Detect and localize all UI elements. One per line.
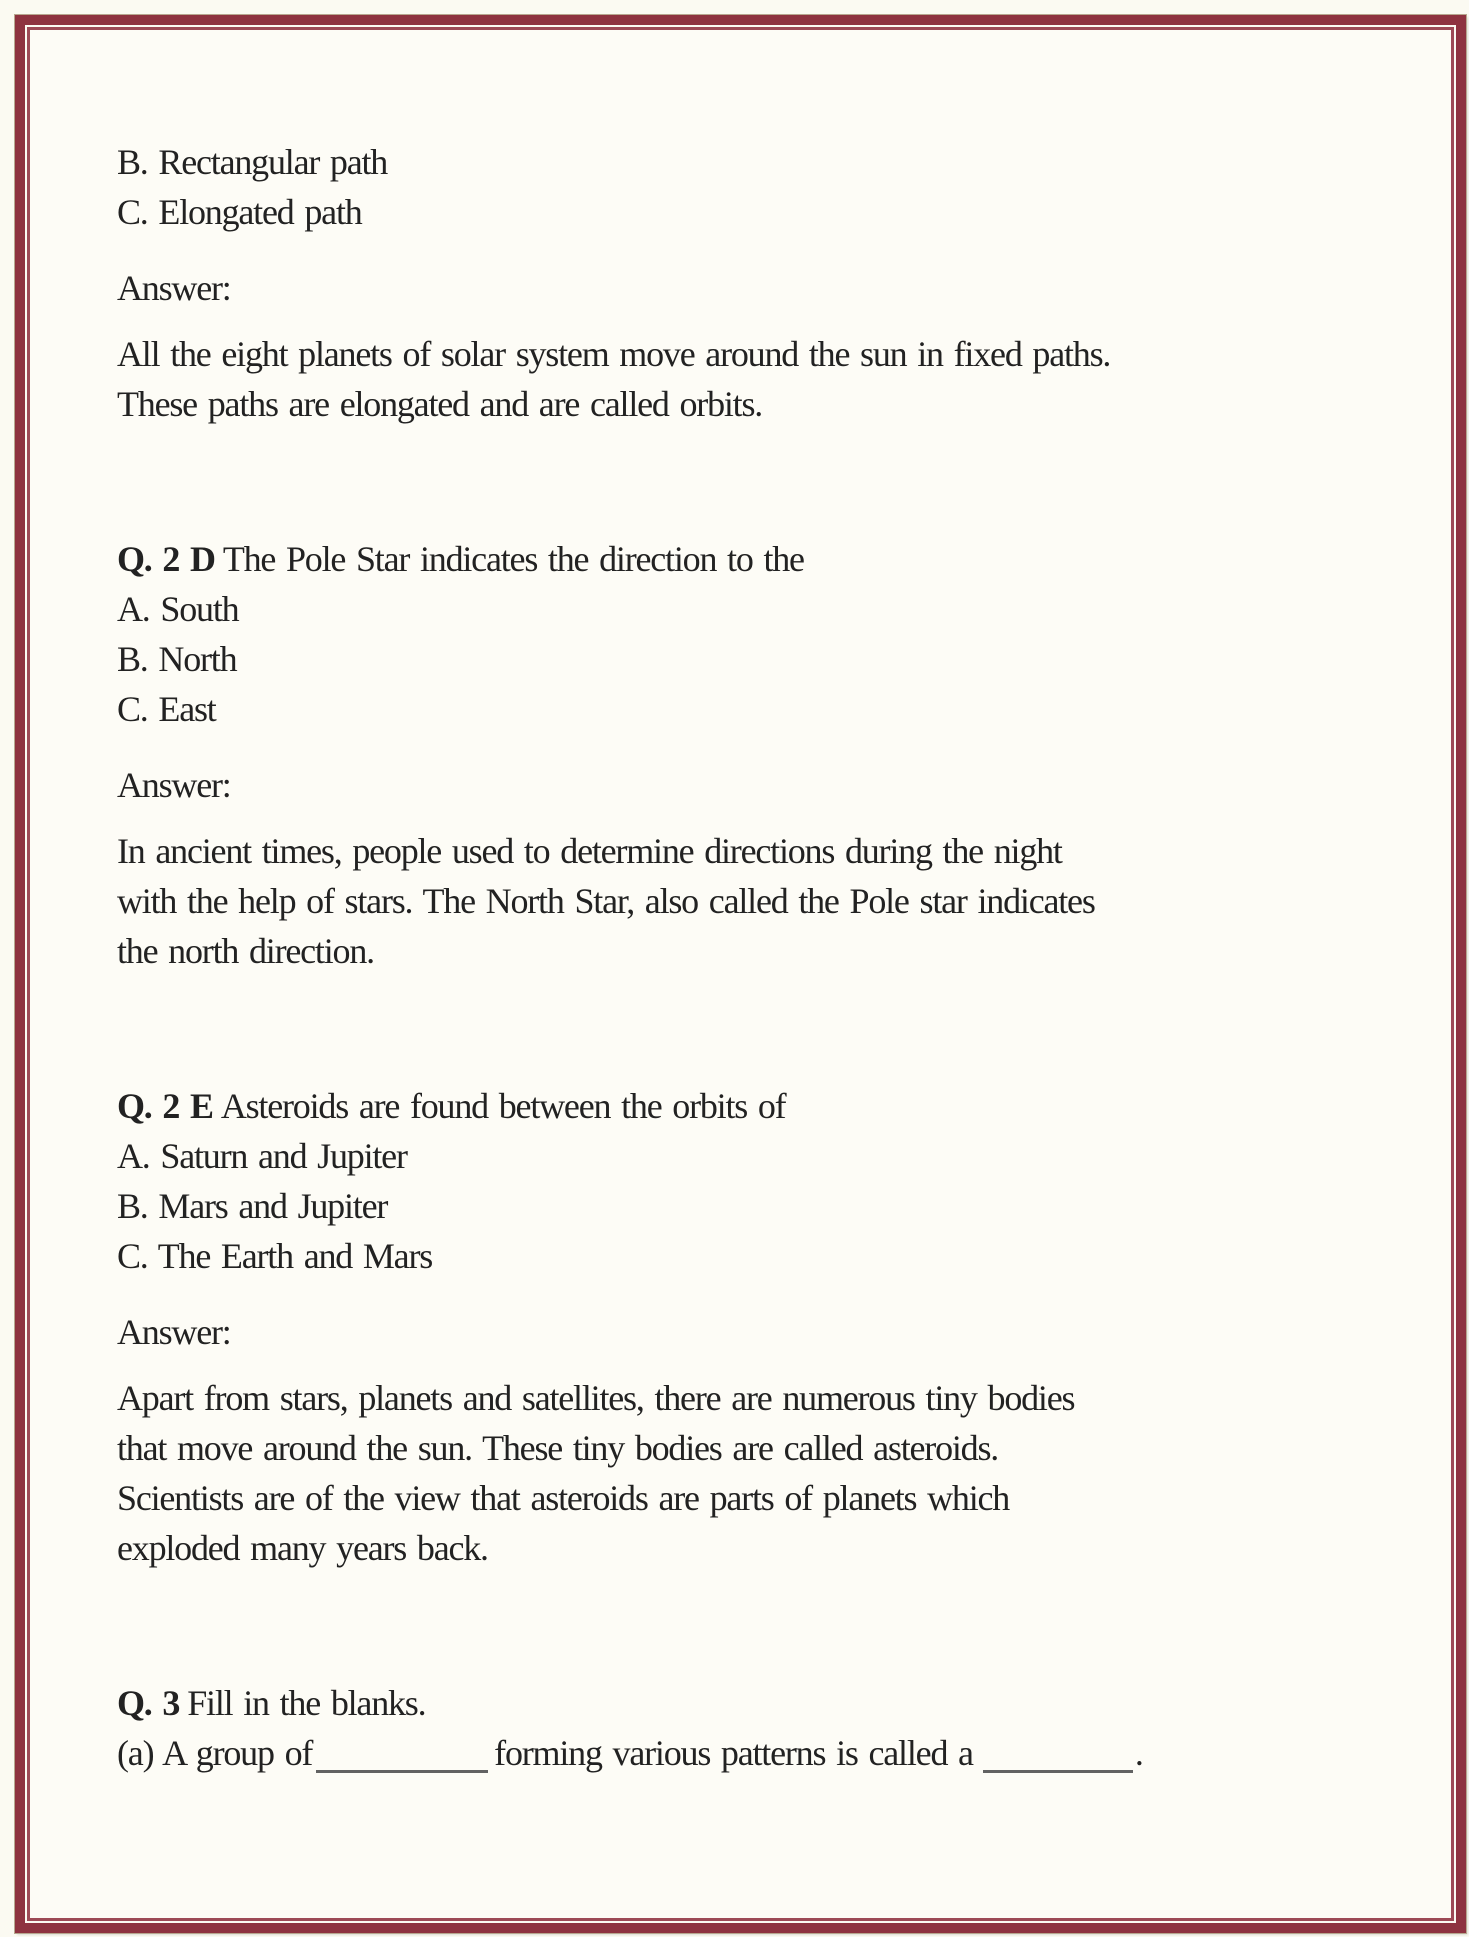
blank-underline — [983, 1768, 1133, 1773]
question-text: The Pole Star indicates the direction to the — [222, 539, 804, 579]
question-heading — [117, 534, 1408, 584]
option-c: C. Elongated path — [117, 192, 362, 232]
question-text: Asteroids are found between the orbits of — [220, 1086, 786, 1126]
answer-line: Apart from stars, planets and satellites, there are numerous tiny bodies — [117, 1378, 1075, 1418]
answer-line: All the eight planets of solar system move around the sun in fixed paths. — [117, 334, 1111, 374]
q2c-options — [117, 137, 1408, 237]
blank-prefix-text: (a) A group of — [117, 1733, 313, 1773]
answer-label: Answer: — [117, 268, 231, 308]
question-heading — [117, 1081, 1408, 1131]
answer-line: that move around the sun. These tiny bodies are called asteroids. — [117, 1428, 999, 1468]
option-b: B. Mars and Jupiter — [117, 1186, 388, 1226]
q2d-answer-paragraph — [117, 826, 1408, 976]
question-number: Q. 2 D — [117, 539, 215, 579]
question-number: Q. 2 E — [117, 1086, 213, 1126]
question-q3 — [117, 1678, 1408, 1778]
answer-line: with the help of stars. The North Star, also called the Pole star indicates — [117, 881, 1095, 921]
blank-suffix-text: . — [1134, 1733, 1143, 1773]
blank-middle-text: forming various patterns is called a — [494, 1733, 973, 1773]
page-border-outer — [15, 15, 1466, 1933]
option-b: B. Rectangular path — [117, 142, 388, 182]
q2c-answer-paragraph — [117, 329, 1408, 429]
question-text: Fill in the blanks. — [187, 1683, 426, 1723]
question-q2d — [117, 534, 1408, 734]
question-number: Q. 3 — [117, 1683, 180, 1723]
answer-label: Answer: — [117, 765, 231, 805]
answer-line: These paths are elongated and are called orbits. — [117, 384, 763, 424]
q2e-answer-paragraph — [117, 1373, 1408, 1573]
option-c: C. East — [117, 689, 216, 729]
page-border-inner — [27, 27, 1454, 1921]
answer-line: Scientists are of the view that asteroids are parts of planets which — [117, 1478, 1010, 1518]
option-a: A. South — [117, 589, 239, 629]
option-b: B. North — [117, 639, 237, 679]
option-c: C. The Earth and Mars — [117, 1236, 433, 1276]
question-heading — [117, 1678, 1408, 1728]
answer-line: In ancient times, people used to determine directions during the night — [117, 831, 1062, 871]
answer-label: Answer: — [117, 1312, 231, 1352]
fill-blank-item-a — [117, 1728, 1408, 1778]
blank-underline — [316, 1768, 488, 1773]
option-a: A. Saturn and Jupiter — [117, 1136, 407, 1176]
answer-line: the north direction. — [117, 931, 374, 971]
page-content — [33, 33, 1448, 1915]
answer-line: exploded many years back. — [117, 1528, 488, 1568]
question-q2e — [117, 1081, 1408, 1281]
